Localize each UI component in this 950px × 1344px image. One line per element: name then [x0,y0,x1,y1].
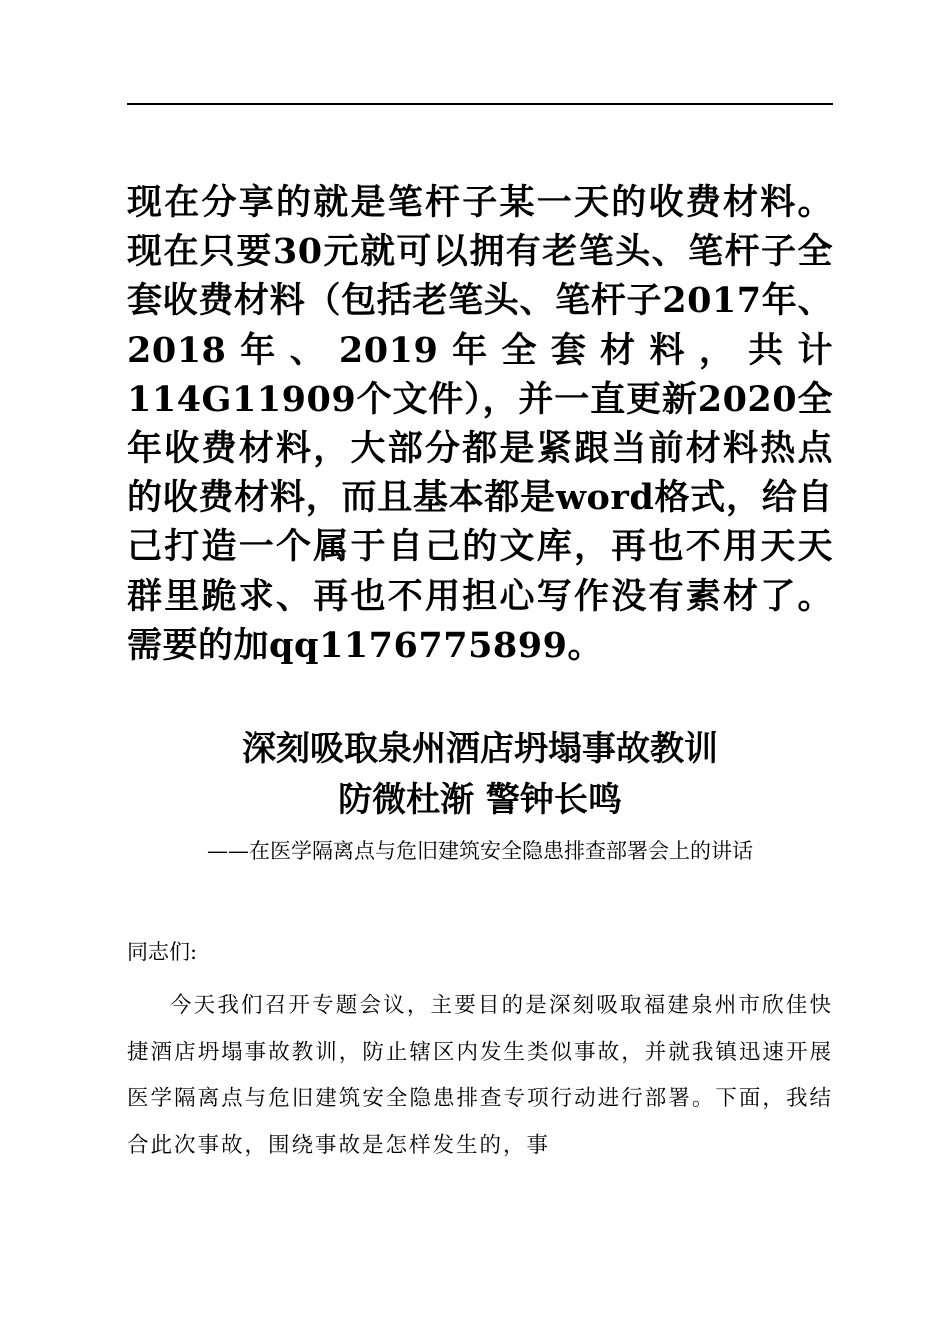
salutation: 同志们: [127,940,198,964]
promo-paragraph: 现在分享的就是笔杆子某一天的收费材料。现在只要30元就可以拥有老笔头、笔杆子全套收费材料（包括老笔头、笔杆子2017年、2018年、2019年全套材料，共计114G11909个文件），并一直更新2020全年收费材料，大部分都是紧跟当前材料热点的收费材料，而且基本都是word格式，给自己打造一个属于自己的文库，再也不用天天群里跪求、再也不用担心写作没有素材了。需要的加qq1176775899。 [127,182,833,666]
header-rule [127,103,833,105]
document-title-line1: 深刻吸取泉州酒店坍塌事故教训 [242,729,718,769]
document-title-line2: 防微杜渐 警钟长鸣 [338,780,622,820]
body-paragraph: 今天我们召开专题会议，主要目的是深刻吸取福建泉州市欣佳快捷酒店坍塌事故教训，防止辖区内发生类似事故，并就我镇迅速开展医学隔离点与危旧建筑安全隐患排查专项行动进行部署。下面，我结合此次事故，围绕事故是怎样发生的，事 [127,993,833,1158]
document-subtitle: ——在医学隔离点与危旧建筑安全隐患排查部署会上的讲话 [207,839,753,863]
